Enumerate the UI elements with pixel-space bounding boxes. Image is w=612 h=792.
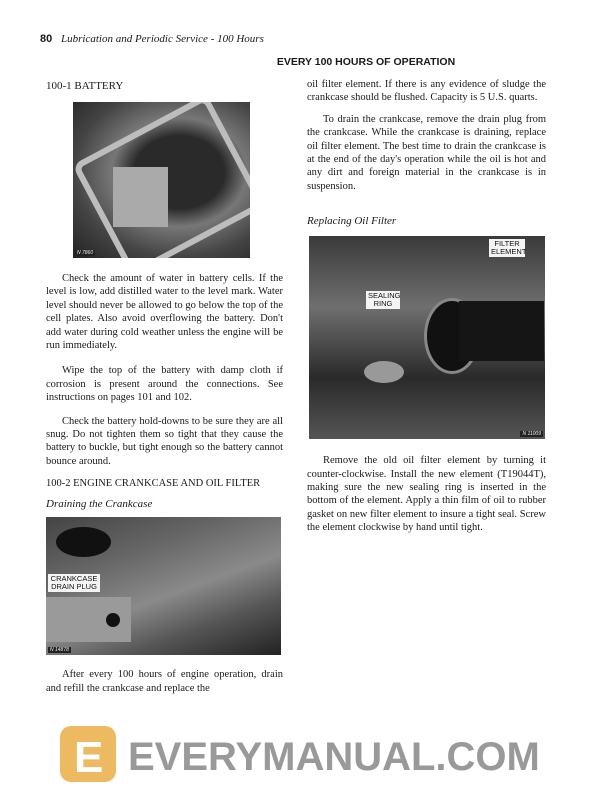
watermark-text: EVERYMANUAL.COM bbox=[128, 735, 540, 779]
oil-filter-photo bbox=[309, 236, 545, 439]
remove-paragraph bbox=[307, 454, 546, 534]
left-column bbox=[46, 80, 283, 695]
paragraph-text: Wipe the top of the battery with damp cloth if corrosion is present around the connections. See instructions on pages 101 and 102. bbox=[46, 365, 283, 404]
watermark bbox=[0, 718, 612, 792]
page-number: 80 bbox=[40, 33, 53, 45]
crankcase-heading: 100-2 ENGINE CRANKCASE AND OIL FILTER bbox=[46, 478, 261, 490]
running-title: Lubrication and Periodic Service - 100 Hours bbox=[61, 33, 264, 45]
sealing-ring-label: SEALING RING bbox=[368, 291, 401, 309]
paragraph-text: After every 100 hours of engine operation, drain and refill the crankcase and replace the bbox=[46, 669, 283, 694]
watermark-logo-letter: E bbox=[74, 733, 104, 782]
continued-paragraph: oil filter element. If there is any evidence of sludge the crankcase should be flushed. Capacity is 5 U.S. quarts. bbox=[307, 79, 546, 104]
photo-id: N 11009 bbox=[522, 431, 541, 438]
paragraph-text: To drain the crankcase, remove the drain plug from the crankcase. While the crankcase is draining, replace oil filter element. The best time to drain the crankcase is at the end of the day's operation while the oil is hot and any dirt and foreign material in the crankcase is in suspension. bbox=[307, 113, 546, 192]
crankcase-photo bbox=[46, 517, 281, 655]
drain-paragraph bbox=[307, 113, 546, 193]
photo-id: N 7860 bbox=[77, 250, 94, 256]
page-header bbox=[40, 33, 264, 45]
right-column bbox=[307, 78, 546, 535]
battery-paragraph-3 bbox=[46, 415, 283, 469]
paragraph-text: Check the battery hold-downs to be sure they are all snug. Do not tighten them so tight that they cause the battery to buckle, but tight enough so the battery cannot bounce around. bbox=[46, 415, 283, 467]
draining-subheading: Draining the Crankcase bbox=[46, 498, 153, 511]
watermark-logo-icon bbox=[60, 726, 116, 782]
battery-photo bbox=[73, 102, 250, 258]
crankcase-drain-plug-label: CRANKCASE DRAIN PLUG bbox=[48, 574, 100, 592]
replacing-subheading: Replacing Oil Filter bbox=[307, 215, 397, 228]
paragraph-text: Check the amount of water in battery cells. If the level is low, add distilled water to the level mark. Water level should never be allowed to go below the top of the cell plates. Also avoid overflowing the battery. Don't add water during cold weather unless the engine will be run immediately. bbox=[46, 273, 283, 352]
photo-id: N 14878 bbox=[50, 647, 69, 654]
battery-paragraph-2 bbox=[46, 364, 283, 404]
battery-paragraph-1 bbox=[46, 272, 283, 352]
battery-heading: 100-1 BATTERY bbox=[46, 80, 124, 92]
paragraph-text: Remove the old oil filter element by turning it counter-clockwise. Install the new element (T19044T), making sure the new sealing ring is inserted in the bottom of the element. Apply a thin film of oil to rubber gasket on new filter element to insure a tight seal. Screw the element clockwise by hand until tight. bbox=[307, 455, 546, 534]
after-paragraph bbox=[46, 668, 283, 695]
filter-element-label: FILTER ELEMENT bbox=[491, 239, 527, 257]
page-title: EVERY 100 HOURS OF OPERATION bbox=[276, 56, 456, 68]
